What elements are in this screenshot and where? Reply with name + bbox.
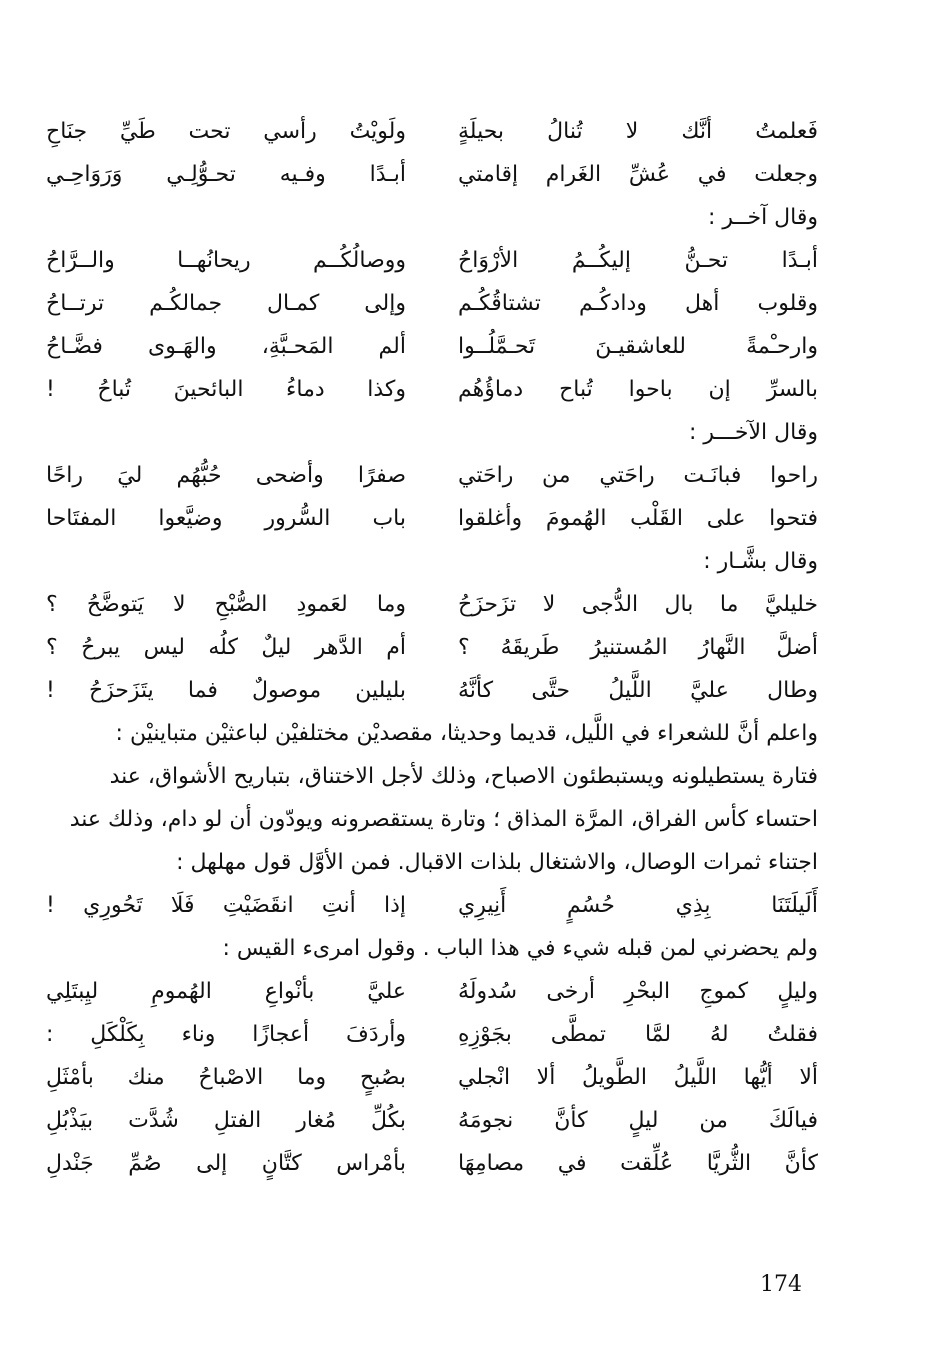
verse-line [46, 1056, 818, 1099]
verse-first-hemistich: أَلَيلَتَنَا بِذِي حُسُمٍ أَنِيرِي [458, 893, 818, 918]
verse-second-hemistich: بصُبحٍ وما الاصْباحُ منك بأمْثَلِ [46, 1065, 406, 1090]
verse-line [46, 1099, 818, 1142]
verse-second-hemistich: وإلى كمـال جمالكُـم ترتــاحُ [46, 291, 406, 316]
verse-first-hemistich: كأنَّ الثُّريَّا عُلِّقت في مصامِهَا [458, 1151, 818, 1176]
verse-line [46, 239, 818, 282]
verse-first-hemistich: وطال عليَّ اللَّيلُ حتَّى كأنَّهُ [458, 678, 818, 703]
verse-first-hemistich: خليليَّ ما بال الدُّجى لا تزَحزَحُ [458, 592, 818, 617]
verse-second-hemistich: عليَّ بأنْواعِ الهُمومِ ليِبتَلِي [46, 979, 406, 1004]
verse-line [46, 583, 818, 626]
verse-second-hemistich: بأمْراس كتَّانٍ إلى صُمِّ جَنْدلِ [46, 1151, 406, 1176]
verse-line [46, 282, 818, 325]
verse-first-hemistich: فقلتُ لهُ لمَّا تمطَّى بجَوْزِهِ [458, 1022, 818, 1047]
verse-line [46, 153, 818, 196]
verse-line [46, 884, 818, 927]
verse-line [46, 669, 818, 712]
verse-first-hemistich: أضلَّ النَّهارُ المُستنيرُ طَريقَهُ ؟ [458, 635, 818, 660]
prose-line: فتارة يستطيلونه ويستبطئون الاصباح، وذلك لأجل الاختناق، بتباريح الأشواق، عند [109, 764, 818, 789]
speaker-heading: وقال آخــر : [708, 205, 818, 230]
verse-second-hemistich: أم الدَّهر ليلٌ كلُه ليس يبرحُ ؟ [46, 635, 406, 660]
verse-second-hemistich: إذا أنتِ انقَضَيْتِ فَلَا تَحُورِي ! [46, 893, 406, 918]
prose-line: واعلم أنَّ للشعراء في اللَّيل، قديما وحديثا، مقصديْن مختلفيْن لباعثيْن متباينيْن : [115, 721, 818, 746]
verse-line [46, 110, 818, 153]
prose-line: ولم يحضرني لمن قبله شيء في هذا الباب . وقول امرىء القيس : [222, 936, 818, 961]
verse-first-hemistich: وليلٍ كموجِ البحْرِ أرخى سُدولَهُ [458, 979, 818, 1004]
verse-line [46, 497, 818, 540]
verse-line [46, 626, 818, 669]
verse-line [46, 970, 818, 1013]
verse-second-hemistich: ألم المَحـبَّةِ، والهَـوى فضَّـاحُ [46, 334, 406, 359]
verse-second-hemistich: ووصالُكُــم ريحانُهــا والــرَّاحُ [46, 248, 406, 273]
verse-first-hemistich: وقلوب أهل ودادكُـم تشتاقُكُـم [458, 291, 818, 316]
verse-first-hemistich: بالسرِّ إن باحوا تُباح دماؤُهُم [458, 377, 818, 402]
speaker-heading: وقال بشَّـار : [703, 549, 818, 574]
verse-second-hemistich: أبـدًا وفـيه تحـوُّلِـي وَرَوَاحِـي [46, 162, 406, 187]
speaker-heading: وقال الآخـــر : [689, 420, 818, 445]
verse-first-hemistich: راحوا فبانَـت راحَتي من راحَتي [458, 463, 818, 488]
verse-first-hemistich: أبـدًا تحـنُّ إليكُــمُ الأرْوَاحُ [458, 248, 818, 273]
verse-first-hemistich: فيالَكَ من ليلٍ كأنَّ نجومَهُ [458, 1108, 818, 1133]
verse-second-hemistich: صفرًا وأضحى حُبُّهُم ليَ راحًا [46, 463, 406, 488]
verse-second-hemistich: بكُلِّ مُغار الفتلِ شُدَّت بيَذْبُلِ [46, 1108, 406, 1133]
verse-second-hemistich: ولَويْتُ رأسي تحت طَيِّ جنَاحِ [46, 119, 406, 144]
verse-first-hemistich: فتحوا على القَلْب الهُمومَ وأغلقوا [458, 506, 818, 531]
page-number: 174 [760, 1272, 802, 1297]
verse-first-hemistich: وارحـْمةً للعاشقيـنَ تَحـمَّلُــوا [458, 334, 818, 359]
prose-line: اجتناء ثمرات الوصال، والاشتغال بلذات الاقبال. فمن الأوَّل قول مهلهل : [176, 850, 818, 875]
verse-second-hemistich: وكذا دماءُ البائحينَ تُباحُ ! [46, 377, 406, 402]
verse-second-hemistich: بليلين موصولٌ فما يتَزَحزَحُ ! [46, 678, 406, 703]
verse-second-hemistich: باب السُّرور وضيَّعوا المفتَاحا [46, 506, 406, 531]
verse-line [46, 1142, 818, 1185]
verse-first-hemistich: فَعلمتُ أنَّك لا تُنالُ بحيلَةٍ [458, 119, 818, 144]
verse-line [46, 368, 818, 411]
prose-line: احتساء كأس الفراق، المرَّة المذاق ؛ وتارة يستقصرونه ويودّون أن لو دام، وذلك عند [69, 807, 818, 832]
verse-line [46, 454, 818, 497]
verse-second-hemistich: وما لعَمودِ الصُّبْحِ لا يَتوضَّحُ ؟ [46, 592, 406, 617]
verse-line [46, 1013, 818, 1056]
verse-second-hemistich: وأردَفَ أعجازًا وناء بِكَلْكَلِ : [46, 1022, 406, 1047]
verse-first-hemistich: وجعلت في عُشِّ الغَرام إقامتي [458, 162, 818, 187]
verse-line [46, 325, 818, 368]
page-text [46, 110, 818, 1185]
verse-first-hemistich: ألا أيُّها اللَّيلُ الطَّويلُ ألا انْجلي [458, 1065, 818, 1090]
